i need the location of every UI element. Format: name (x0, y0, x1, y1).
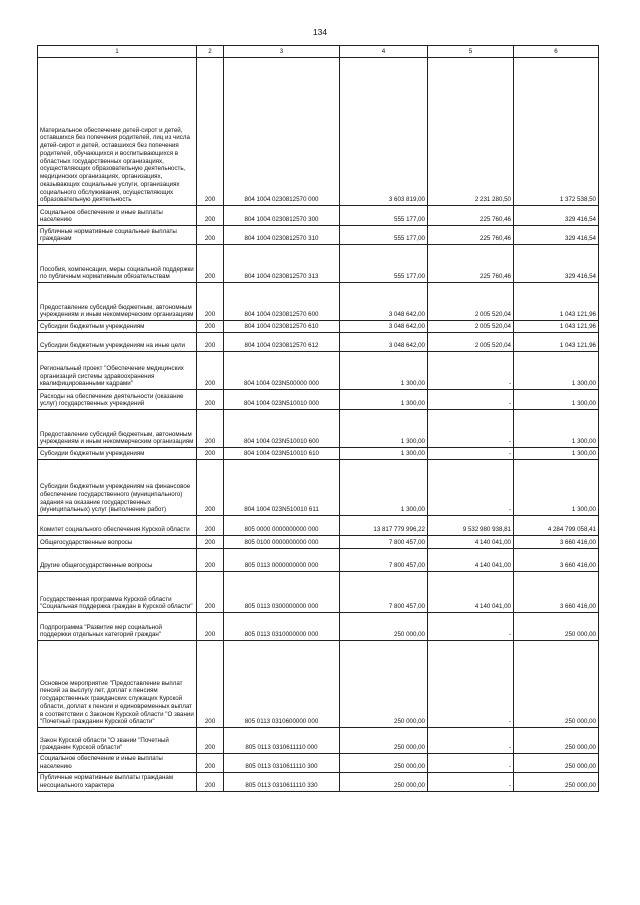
row-value-col4: 250 000,00 (340, 613, 428, 641)
row-value-col4: 555 177,00 (340, 226, 428, 245)
table-row (38, 245, 599, 283)
row-value-col5: - (428, 390, 514, 410)
row-value-col4: 250 000,00 (340, 728, 428, 754)
row-section: 200 (197, 460, 224, 516)
row-section: 200 (197, 613, 224, 641)
row-name: Расходы на обеспечение деятельности (оказание услуг) государственных учреждений (38, 390, 197, 410)
row-code: 804 1004 023N510010 611 (224, 460, 340, 516)
header-row (38, 46, 599, 58)
row-value-col5: 4 140 041,00 (428, 572, 514, 613)
row-section: 200 (197, 410, 224, 448)
row-value-col4: 555 177,00 (340, 206, 428, 226)
row-value-col4: 7 800 457,00 (340, 536, 428, 549)
row-code: 804 1004 023N510010 610 (224, 448, 340, 460)
row-value-col6: 250 000,00 (514, 754, 599, 773)
row-name: Субсидии бюджетным учреждениям (38, 321, 197, 333)
row-code: 805 0113 0310600000 000 (224, 641, 340, 728)
row-value-col5: - (428, 613, 514, 641)
row-section: 200 (197, 333, 224, 352)
row-value-col5: - (428, 754, 514, 773)
row-value-col6: 1 300,00 (514, 448, 599, 460)
row-value-col6: 3 660 416,00 (514, 549, 599, 572)
row-value-col4: 13 817 779 996,22 (340, 516, 428, 536)
row-section: 200 (197, 448, 224, 460)
row-value-col5: - (428, 641, 514, 728)
row-code: 804 1004 023N500000 000 (224, 352, 340, 390)
row-section: 200 (197, 549, 224, 572)
row-value-col4: 3 603 819,00 (340, 58, 428, 206)
row-value-col6: 329 416,54 (514, 206, 599, 226)
row-section: 200 (197, 772, 224, 791)
row-name: Субсидии бюджетным учреждениям на иные цели (38, 333, 197, 352)
row-value-col4: 7 800 457,00 (340, 572, 428, 613)
column-header: 6 (514, 46, 599, 58)
row-value-col6: 1 043 121,96 (514, 321, 599, 333)
row-section: 200 (197, 390, 224, 410)
row-name: Региональный проект "Обеспечение медицинских организаций системы здравоохранения квалифицированными кадрами" (38, 352, 197, 390)
table-row (38, 536, 599, 549)
row-section: 200 (197, 754, 224, 773)
row-value-col5: 9 532 980 938,81 (428, 516, 514, 536)
row-name: Материальное обеспечение детей-сирот и детей, оставшихся без попечения родителей, лиц из числа детей-сирот и детей, оставшихся без попечения родителей, обучающихся и воспитывающихся в областных государственных организациях, осуществляющих образовательную деятельность, медицинских организациях, организациях, оказывающих социальные услуги, организациях социального обслуживания, осуществляющих образовательную деятельность (38, 58, 197, 206)
row-name: Предоставление субсидий бюджетным, автономным учреждениям и иным некоммерческим организациям (38, 410, 197, 448)
row-value-col6: 1 372 538,50 (514, 58, 599, 206)
column-header: 1 (38, 46, 197, 58)
row-value-col6: 250 000,00 (514, 772, 599, 791)
row-value-col6: 329 416,54 (514, 245, 599, 283)
row-code: 804 1004 0230812570 600 (224, 283, 340, 321)
table-row (38, 572, 599, 613)
table-row (38, 613, 599, 641)
row-value-col6: 4 284 799 058,41 (514, 516, 599, 536)
table-row (38, 410, 599, 448)
row-name: Основное мероприятие "Предоставление выплат пенсий за выслугу лет, доплат к пенсиям государственных гражданских служащих Курской области, доплат к пенсии и единовременных выплат в соответствии с Законом Курской области "О звании "Почетный гражданин Курской области" (38, 641, 197, 728)
row-code: 805 0113 0000000000 000 (224, 549, 340, 572)
row-value-col5: - (428, 352, 514, 390)
row-name: Государственная программа Курской области "Социальная поддержка граждан в Курской области" (38, 572, 197, 613)
row-value-col5: - (428, 460, 514, 516)
row-code: 805 0113 0310000000 000 (224, 613, 340, 641)
row-value-col6: 329 416,54 (514, 226, 599, 245)
row-section: 200 (197, 283, 224, 321)
row-name: Социальное обеспечение и иные выплаты населению (38, 206, 197, 226)
row-value-col4: 3 048 642,00 (340, 321, 428, 333)
row-value-col6: 1 043 121,96 (514, 283, 599, 321)
row-value-col5: - (428, 772, 514, 791)
row-value-col6: 1 300,00 (514, 390, 599, 410)
row-section: 200 (197, 58, 224, 206)
row-value-col6: 250 000,00 (514, 728, 599, 754)
row-name: Предоставление субсидий бюджетным, автономным учреждениям и иным некоммерческим организациям (38, 283, 197, 321)
budget-table (37, 45, 599, 792)
table-row (38, 333, 599, 352)
row-value-col4: 3 048 642,00 (340, 333, 428, 352)
table-row (38, 283, 599, 321)
row-value-col5: 225 760,46 (428, 206, 514, 226)
row-value-col5: 4 140 041,00 (428, 549, 514, 572)
row-value-col5: 225 760,46 (428, 226, 514, 245)
row-value-col6: 3 660 416,00 (514, 572, 599, 613)
row-value-col4: 7 800 457,00 (340, 549, 428, 572)
row-code: 804 1004 0230812570 000 (224, 58, 340, 206)
table-row (38, 516, 599, 536)
row-value-col6: 250 000,00 (514, 613, 599, 641)
table-row (38, 460, 599, 516)
row-code: 805 0113 0310611110 000 (224, 728, 340, 754)
row-section: 200 (197, 321, 224, 333)
row-name: Пособия, компенсации, меры социальной поддержки по публичным нормативным обязательствам (38, 245, 197, 283)
row-name: Субсидии бюджетным учреждениям на финансовое обеспечение государственного (муниципального) задания на оказание государственных (муниципальных) услуг (выполнение работ) (38, 460, 197, 516)
row-section: 200 (197, 536, 224, 549)
row-code: 804 1004 0230812570 610 (224, 321, 340, 333)
row-name: Закон Курской области "О звании "Почетный гражданин Курской области" (38, 728, 197, 754)
row-value-col4: 250 000,00 (340, 772, 428, 791)
row-name: Публичные нормативные социальные выплаты гражданам (38, 226, 197, 245)
row-section: 200 (197, 245, 224, 283)
row-section: 200 (197, 226, 224, 245)
row-code: 805 0000 0000000000 000 (224, 516, 340, 536)
row-value-col4: 1 300,00 (340, 410, 428, 448)
table-row (38, 390, 599, 410)
column-header: 2 (197, 46, 224, 58)
row-name: Другие общегосударственные вопросы (38, 549, 197, 572)
row-name: Социальное обеспечение и иные выплаты населению (38, 754, 197, 773)
row-code: 804 1004 0230812570 313 (224, 245, 340, 283)
row-value-col4: 1 300,00 (340, 448, 428, 460)
row-name: Подпрограмма "Развитие мер социальной поддержки отдельных категорий граждан" (38, 613, 197, 641)
table-row (38, 448, 599, 460)
row-code: 804 1004 023N510010 600 (224, 410, 340, 448)
row-code: 804 1004 0230812570 612 (224, 333, 340, 352)
row-value-col6: 1 300,00 (514, 410, 599, 448)
row-code: 804 1004 0230812570 310 (224, 226, 340, 245)
row-code: 805 0100 0000000000 000 (224, 536, 340, 549)
row-code: 805 0113 0300000000 000 (224, 572, 340, 613)
row-name: Комитет социального обеспечения Курской области (38, 516, 197, 536)
row-section: 200 (197, 206, 224, 226)
table-row (38, 754, 599, 773)
table-row (38, 728, 599, 754)
row-value-col5: 2 005 520,04 (428, 283, 514, 321)
table-row (38, 641, 599, 728)
row-section: 200 (197, 516, 224, 536)
row-name: Субсидии бюджетным учреждениям (38, 448, 197, 460)
row-value-col5: 4 140 041,00 (428, 536, 514, 549)
row-value-col5: 2 005 520,04 (428, 321, 514, 333)
table-row (38, 549, 599, 572)
row-value-col6: 1 043 121,96 (514, 333, 599, 352)
row-value-col4: 1 300,00 (340, 390, 428, 410)
row-section: 200 (197, 641, 224, 728)
row-name: Публичные нормативные выплаты гражданам несоциального характера (38, 772, 197, 791)
table-row (38, 226, 599, 245)
table-row (38, 206, 599, 226)
row-value-col4: 1 300,00 (340, 460, 428, 516)
row-value-col6: 1 300,00 (514, 460, 599, 516)
row-section: 200 (197, 352, 224, 390)
row-value-col4: 1 300,00 (340, 352, 428, 390)
row-value-col4: 250 000,00 (340, 641, 428, 728)
row-code: 805 0113 0310611110 300 (224, 754, 340, 773)
row-value-col5: 2 231 280,50 (428, 58, 514, 206)
row-code: 804 1004 023N510010 000 (224, 390, 340, 410)
table-row (38, 321, 599, 333)
column-header: 3 (224, 46, 340, 58)
table-row (38, 772, 599, 791)
row-section: 200 (197, 572, 224, 613)
row-value-col5: - (428, 728, 514, 754)
table-row (38, 58, 599, 206)
row-value-col4: 555 177,00 (340, 245, 428, 283)
row-name: Общегосударственные вопросы (38, 536, 197, 549)
row-code: 805 0113 0310611110 330 (224, 772, 340, 791)
table-row (38, 352, 599, 390)
row-value-col6: 1 300,00 (514, 352, 599, 390)
row-value-col5: - (428, 448, 514, 460)
row-value-col6: 250 000,00 (514, 641, 599, 728)
row-value-col5: - (428, 410, 514, 448)
row-section: 200 (197, 728, 224, 754)
row-code: 804 1004 0230812570 300 (224, 206, 340, 226)
row-value-col5: 2 005 520,04 (428, 333, 514, 352)
row-value-col4: 3 048 642,00 (340, 283, 428, 321)
row-value-col5: 225 760,46 (428, 245, 514, 283)
row-value-col4: 250 000,00 (340, 754, 428, 773)
column-header: 5 (428, 46, 514, 58)
page-number: 134 (312, 27, 328, 37)
row-value-col6: 3 660 416,00 (514, 536, 599, 549)
column-header: 4 (340, 46, 428, 58)
